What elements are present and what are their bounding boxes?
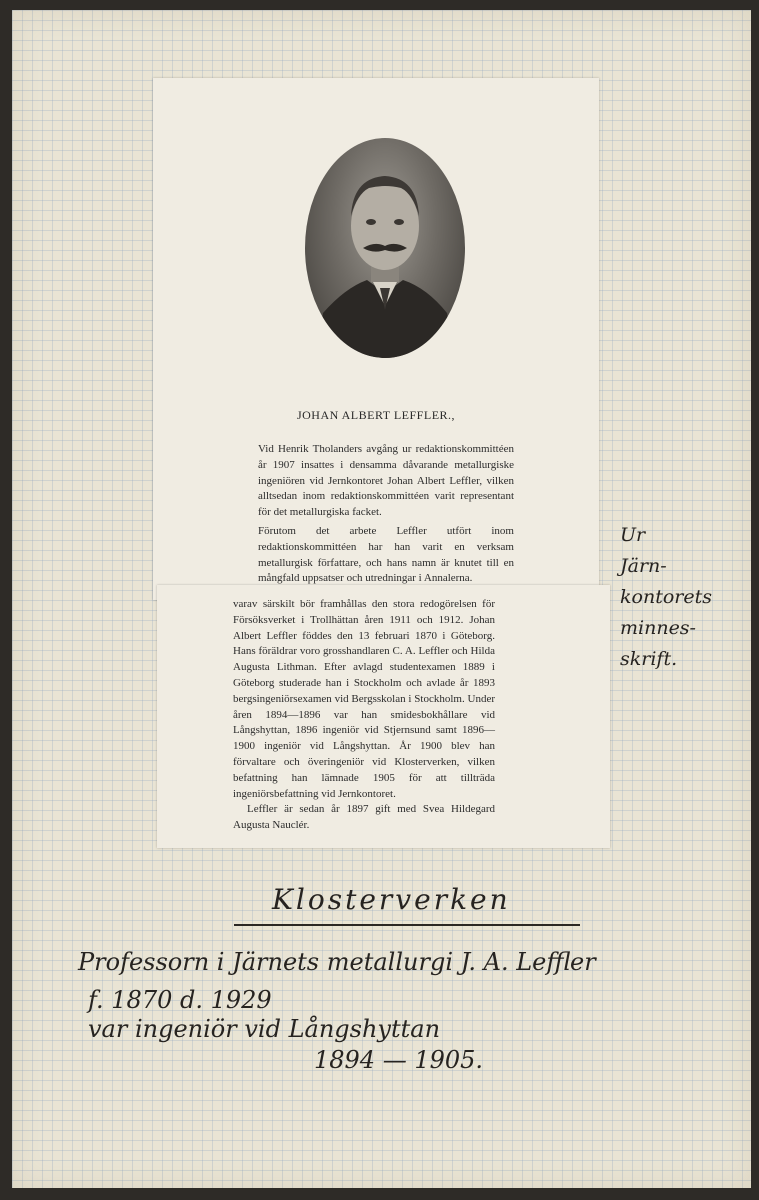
newspaper-clipping-bottom bbox=[157, 585, 610, 848]
handwritten-line: f. 1870 d. 1929 bbox=[88, 986, 272, 1014]
portrait-figure bbox=[305, 138, 465, 358]
handwritten-line: 1894 — 1905. bbox=[314, 1046, 484, 1074]
article-title: JOHAN ALBERT LEFFLER., bbox=[296, 408, 456, 422]
handwritten-line: Professorn i Järnets metallurgi J. A. Leffler bbox=[78, 948, 596, 976]
article-paragraph: Vid Henrik Tholanders avgång ur redaktionskommittéen år 1907 insattes i densamma dåvarande metallurgiske ingeniören vid Jernkontoret Johan Albert Leffler, vilken alltsedan inom redaktionskommittéen varit representant för det metallurgiska facket. bbox=[258, 443, 514, 519]
portrait-photo bbox=[305, 138, 465, 358]
handwritten-side-note: Ur Järn- kontorets minnes- skrift. bbox=[620, 524, 712, 670]
album-page bbox=[12, 10, 751, 1188]
handwritten-heading: Klosterverken bbox=[272, 883, 511, 916]
article-paragraph: Förutom det arbete Leffler utfört inom redaktionskommittéen har han varit en verksam metallurgisk författare, och hans namn är knutet till en mångfald uppsatser och utredningar i Annalerna. bbox=[258, 525, 514, 585]
handwritten-line: var ingeniör vid Långshyttan bbox=[88, 1015, 441, 1043]
article-paragraph: varav särskilt bör framhållas den stora redogörelsen för Försöksverket i Trollhättan åren 1911 och 1912. Johan Albert Leffler föddes den 13 februari 1870 i Göteborg. Hans föräldrar voro grosshandlaren C. A. Leffler och Hilda Augusta Lithman. Efter avlagd studentexamen 1889 i Göteborg studerade han i Stockholm och avlade år 1893 bergsingeniörsexamen vid Bergsskolan i Stockholm. Under åren 1894—1896 var han smidesbokhållare vid Långshyttan, 1896 ingeniör vid Stjernsund samt 1896—1900 ingeniör vid Långshyttan. År 1900 blev han förvaltare och överingeniör vid Klosterverken, vilken befattning han lämnade 1905 för att tillträda ingeniörsbefattning vid Jernkontoret. Leffler är sedan år 1897 gift med Svea Hildegard Augusta Nauclér. bbox=[233, 598, 495, 832]
newspaper-clipping-top bbox=[153, 78, 599, 600]
heading-underline bbox=[234, 924, 580, 926]
